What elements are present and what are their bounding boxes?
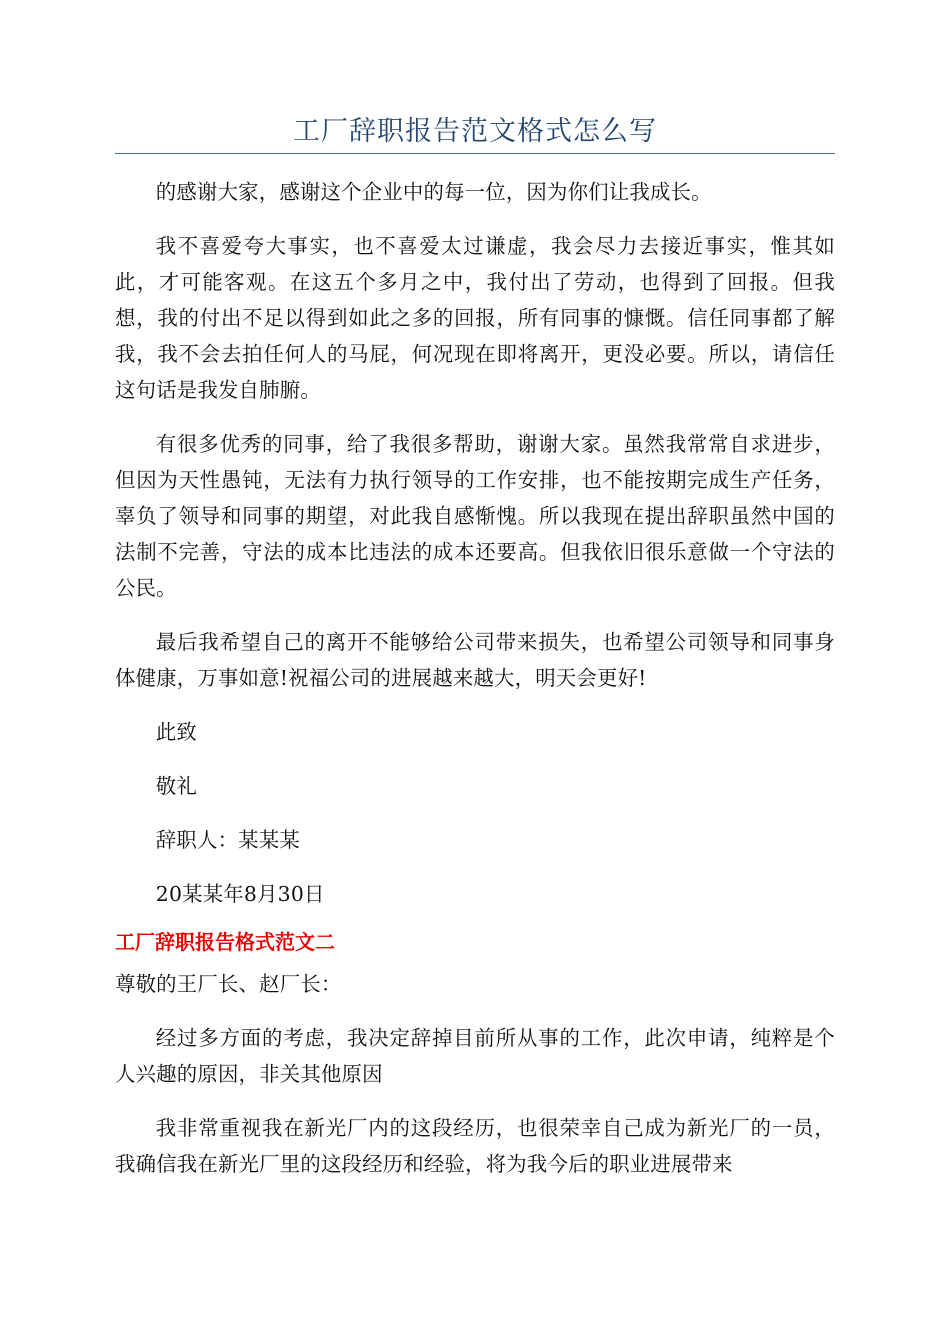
title-divider	[115, 153, 835, 154]
paragraph-2: 我不喜爱夸大事实，也不喜爱太过谦虚，我会尽力去接近事实，惟其如此，才可能客观。在这五个多月之中，我付出了劳动，也得到了回报。但我想，我的付出不足以得到如此之多的回报，所有同事的慷慨。信任同事都了解我，我不会去拍任何人的马屁，何况现在即将离开，更没必要。所以，请信任这句话是我发自肺腑。	[115, 234, 835, 402]
closing-salutation-1: 此致	[155, 720, 197, 744]
paragraph-4: 最后我希望自己的离开不能够给公司带来损失，也希望公司领导和同事身体健康，万事如意!祝福公司的进展越来越大，明天会更好!	[115, 630, 835, 690]
document-body	[115, 174, 835, 1200]
paragraph-1: 的感谢大家，感谢这个企业中的每一位，因为你们让我成长。	[155, 180, 712, 204]
date-line: 20某某年8月30日	[155, 882, 325, 906]
section-heading: 工厂辞职报告格式范文二	[115, 930, 335, 954]
page-title: 工厂辞职报告范文格式怎么写	[293, 116, 657, 147]
closing-salutation-2: 敬礼	[155, 774, 197, 798]
greeting-line: 尊敬的王厂长、赵厂长：	[115, 972, 342, 996]
section2-paragraph-2: 我非常重视我在新光厂内的这段经历，也很荣幸自己成为新光厂的一员，我确信我在新光厂里的这段经历和经验，将为我今后的职业进展带来	[115, 1116, 835, 1176]
signer-line: 辞职人：某某某	[155, 828, 300, 852]
section2-paragraph-1: 经过多方面的考虑，我决定辞掉目前所从事的工作，此次申请，纯粹是个人兴趣的原因，非关其他原因	[115, 1026, 835, 1086]
paragraph-3: 有很多优秀的同事，给了我很多帮助，谢谢大家。虽然我常常自求进步，但因为天性愚钝，无法有力执行领导的工作安排，也不能按期完成生产任务，辜负了领导和同事的期望，对此我自感惭愧。所以我现在提出辞职虽然中国的法制不完善，守法的成本比违法的成本还要高。但我依旧很乐意做一个守法的公民。	[115, 432, 835, 600]
